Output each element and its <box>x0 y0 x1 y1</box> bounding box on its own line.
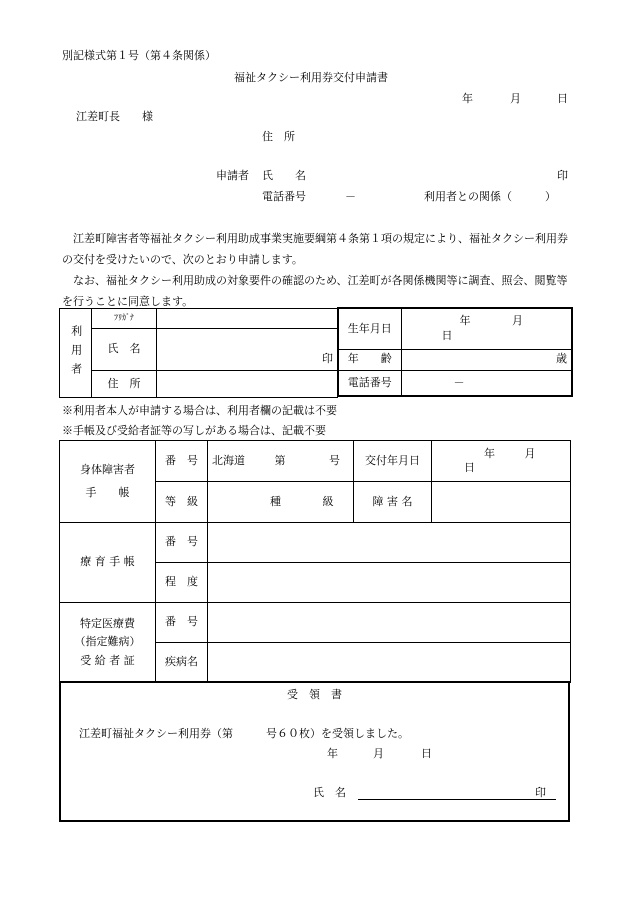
receipt-seal: 印 <box>535 786 546 799</box>
tokutei-number-field[interactable] <box>208 603 571 643</box>
physical-cert-label: 身体障害者 手 帳 <box>60 441 156 523</box>
applicant-phone-dash: － <box>345 190 356 203</box>
ryoiku-number-field[interactable] <box>208 523 571 563</box>
grade-field[interactable]: 種 級 <box>208 482 354 523</box>
physical-number-field[interactable]: 北海道 第 号 <box>208 441 354 482</box>
birth-label: 生年月日 <box>338 308 401 349</box>
receipt-name-label: 氏 名 <box>313 786 346 799</box>
ryoiku-cert-label: 療 育 手 帳 <box>60 523 156 603</box>
applicant-label: 申請者 <box>216 169 249 182</box>
furigana-field[interactable] <box>157 309 338 329</box>
receipt-box <box>59 681 570 822</box>
applicant-address-label: 住 所 <box>262 130 295 143</box>
user-address-field[interactable] <box>157 371 338 398</box>
grade-label: 等 級 <box>156 482 208 523</box>
form-number: 別記様式第１号（第４条関係） <box>62 49 216 62</box>
user-address-label: 住 所 <box>92 371 157 398</box>
relation-label: 利用者との関係（ ） <box>424 190 556 203</box>
receipt-text: 江差町福祉タクシー利用券（第 号６０枚）を受領しました。 <box>79 727 409 740</box>
receipt-month: 月 <box>373 747 384 760</box>
date-day: 日 <box>557 92 568 105</box>
tokutei-number-label: 番 号 <box>156 603 208 643</box>
applicant-phone-label: 電話番号 <box>262 190 306 203</box>
note-1: ※利用者本人が申請する場合は、利用者欄の記載は不要 <box>62 404 337 417</box>
date-year: 年 <box>462 92 473 105</box>
user-info-table <box>337 307 573 397</box>
disease-field[interactable] <box>208 643 571 683</box>
receipt-title: 受 領 書 <box>287 688 342 701</box>
degree-field[interactable] <box>208 563 571 603</box>
age-label: 年 齢 <box>338 349 401 370</box>
birth-field[interactable]: 年 月 日 <box>401 308 572 349</box>
tokutei-cert-label: 特定医療費 （指定難病） 受 給 者 証 <box>60 603 156 683</box>
user-phone-label: 電話番号 <box>338 370 401 396</box>
date-month: 月 <box>510 92 521 105</box>
receipt-year: 年 <box>327 747 338 760</box>
ryoiku-number-label: 番 号 <box>156 523 208 563</box>
physical-number-label: 番 号 <box>156 441 208 482</box>
issue-date-label: 交付年月日 <box>354 441 432 482</box>
receipt-day: 日 <box>421 747 432 760</box>
issue-date-field[interactable]: 年 月 日 <box>432 441 571 482</box>
user-side-label: 利用者 <box>60 309 92 398</box>
body-paragraph-2: なお、福祉タクシー利用助成の対象要件の確認のため、江差町が各関係機関等に調査、照会、閲覧等を行うことに同意します。 <box>62 274 568 308</box>
furigana-label: ﾌﾘｶﾞﾅ <box>92 309 157 329</box>
certificates-table <box>59 440 571 683</box>
user-name-label: 氏 名 <box>92 329 157 371</box>
disability-label: 障 害 名 <box>354 482 432 523</box>
body-paragraph-1: 江差町障害者等福祉タクシー利用助成事業実施要綱第４条第１項の規定により、福祉タクシー利用券の交付を受けたいので、次のとおり申請します。 <box>62 232 568 266</box>
disability-field[interactable] <box>432 482 571 523</box>
form-title: 福祉タクシー利用券交付申請書 <box>234 71 388 84</box>
user-table <box>59 308 338 398</box>
degree-label: 程 度 <box>156 563 208 603</box>
applicant-seal: 印 <box>557 169 568 182</box>
disease-label: 疾病名 <box>156 643 208 683</box>
note-2: ※手帳及び受給者証等の写しがある場合は、記載不要 <box>62 424 326 437</box>
user-phone-field[interactable]: － <box>401 370 572 396</box>
applicant-name-label: 氏 名 <box>262 169 306 182</box>
age-unit[interactable]: 歳 <box>401 349 572 370</box>
receipt-name-line[interactable] <box>358 799 556 800</box>
user-seal: 印 <box>157 329 338 371</box>
addressee: 江差町長 様 <box>76 110 153 123</box>
